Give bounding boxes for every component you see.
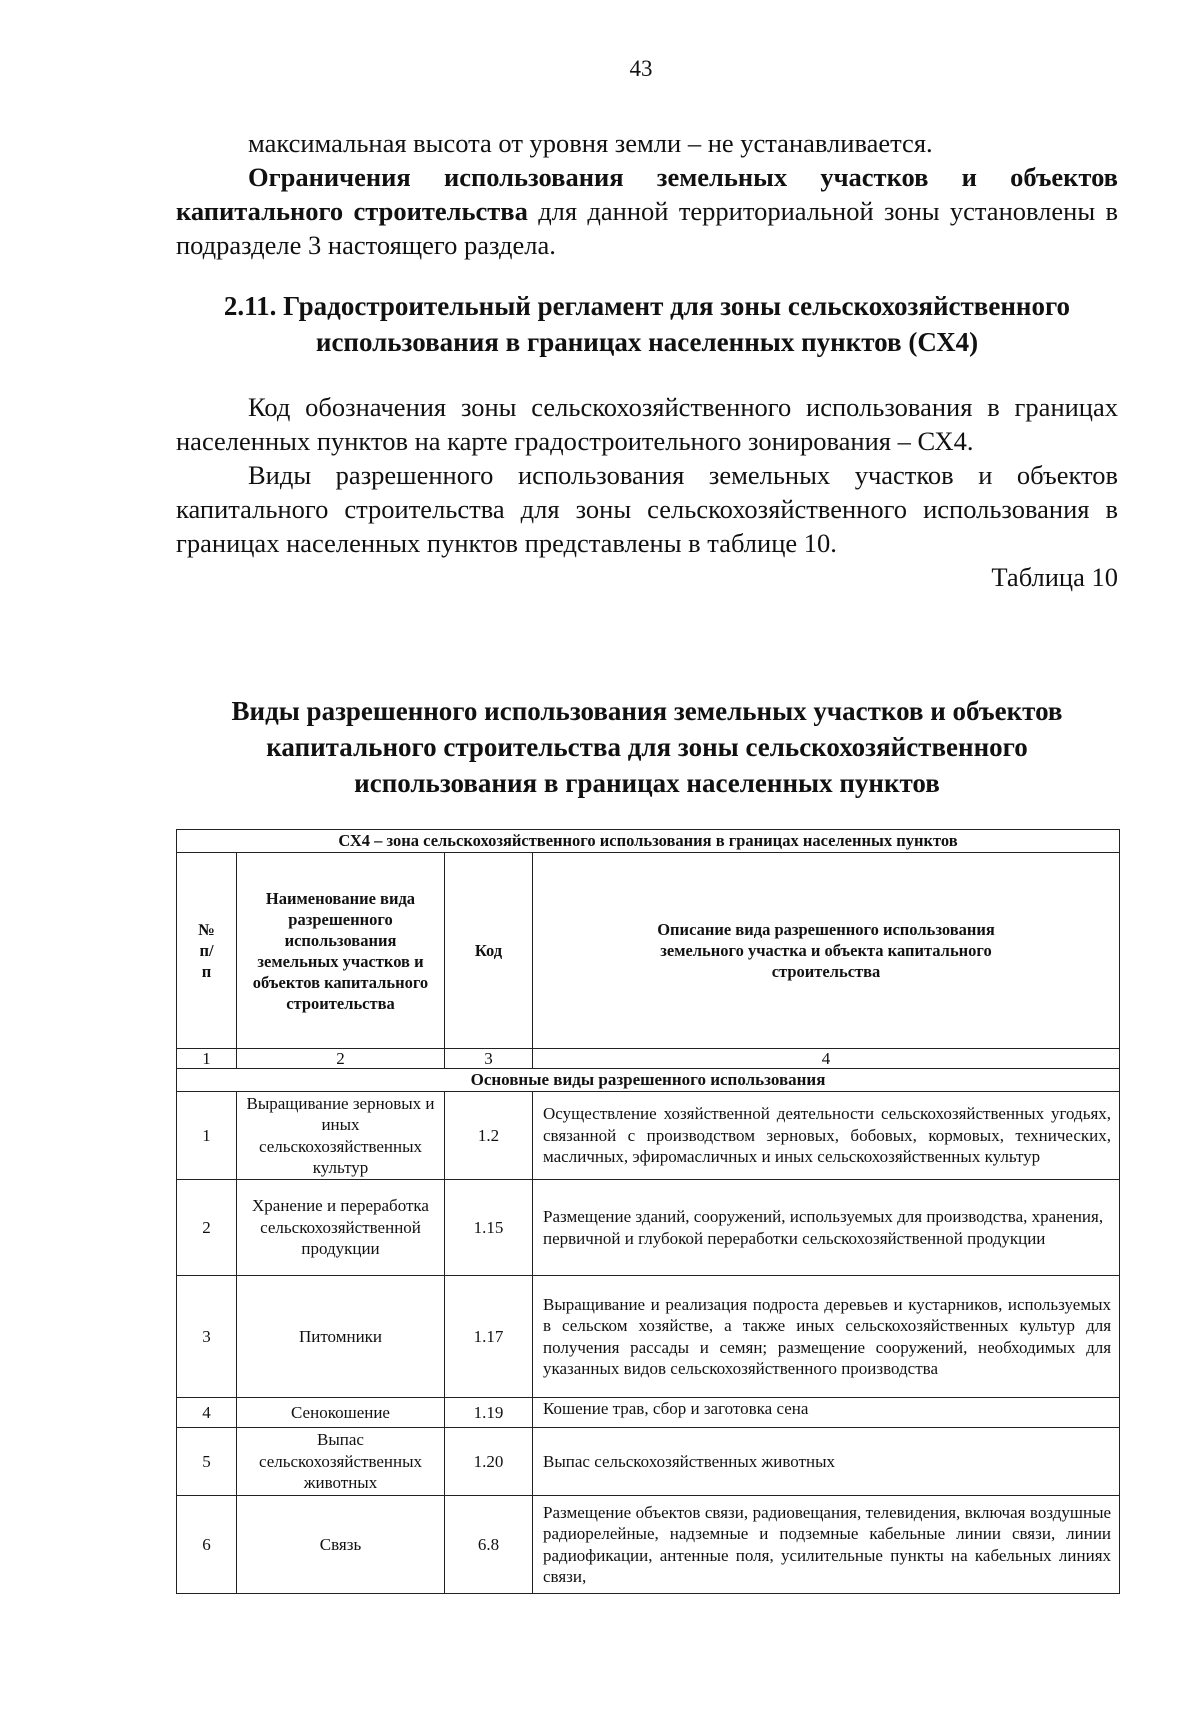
table-row (177, 1276, 1120, 1398)
col-number: 3 (445, 1049, 533, 1069)
page-number: 43 (629, 56, 653, 81)
row-name: Выращивание зерновых и иных сельскохозяйственных культур (237, 1092, 445, 1180)
row-num: 1 (177, 1092, 237, 1180)
group-label: Основные виды разрешенного использования (177, 1069, 1120, 1092)
section-title (176, 288, 1118, 360)
row-num: 2 (177, 1180, 237, 1276)
row-num: 6 (177, 1496, 237, 1594)
table-row (177, 1428, 1120, 1496)
row-desc: Размещение зданий, сооружений, используемых для производства, хранения, первичной и глубокой переработки сельскохозяйственной продукции (533, 1180, 1120, 1276)
group-row (177, 1069, 1120, 1092)
col-number: 2 (237, 1049, 445, 1069)
row-desc: Выращивание и реализация подроста деревьев и кустарников, используемых в сельском хозяйстве, а также иных сельскохозяйственных культур для получения рассады и семян; размещение сооружений, необходимых для указанных видов сельскохозяйственного производства (533, 1276, 1120, 1398)
table-title-line: Виды разрешенного использования земельных участков и объектов (231, 696, 1063, 726)
zone-header-row (177, 830, 1120, 853)
row-num: 3 (177, 1276, 237, 1398)
row-name: Питомники (237, 1276, 445, 1398)
table-row (177, 1092, 1120, 1180)
table-row (177, 1180, 1120, 1276)
row-desc: Размещение объектов связи, радиовещания, телевидения, включая воздушные радиорелейные, надземные и подземные кабельные линии связи, линии радиофикации, антенные поля, усилительные пункты на кабельных линиях связи, (533, 1496, 1120, 1594)
row-name: Сенокошение (237, 1398, 445, 1428)
section-title-line: 2.11. Градостроительный регламент для зоны сельскохозяйственного (223, 291, 1071, 321)
row-name: Хранение и переработка сельскохозяйственной продукции (237, 1180, 445, 1276)
col-number: 4 (533, 1049, 1120, 1069)
row-name: Связь (237, 1496, 445, 1594)
zone-header-cell: СХ4 – зона сельскохозяйственного использования в границах населенных пунктов (177, 830, 1120, 853)
row-desc: Кошение трав, сбор и заготовка сена (533, 1398, 1120, 1428)
intro-paragraphs (176, 126, 1118, 262)
row-code: 6.8 (445, 1496, 533, 1594)
table-title-line: использования в границах населенных пунктов (354, 768, 940, 798)
paragraph-permitted-uses: Виды разрешенного использования земельных участков и объектов капитального строительства для зоны сельскохозяйственного использования в границах населенных пунктов представлены в таблице 10. (176, 460, 1118, 558)
zone-paragraphs (176, 390, 1118, 594)
row-desc: Осуществление хозяйственной деятельности сельскохозяйственных угодьях, связанной с производством зерновых, бобовых, кормовых, технических, масличных, эфиромасличных и иных сельскохозяйственных культур (533, 1092, 1120, 1180)
paragraph-zone-code: Код обозначения зоны сельскохозяйственного использования в границах населенных пунктов на карте градостроительного зонирования – СХ4. (176, 392, 1118, 456)
permitted-uses-table (176, 829, 1120, 1594)
row-code: 1.2 (445, 1092, 533, 1180)
row-desc: Выпас сельскохозяйственных животных (533, 1428, 1120, 1496)
col-header-name: Наименование вида разрешенного использования земельных участков и объектов капитального строительства (237, 853, 445, 1049)
row-code: 1.19 (445, 1398, 533, 1428)
col-header-desc: Описание вида разрешенного использования земельного участка и объекта капитального строительства (533, 853, 1120, 1049)
row-code: 1.17 (445, 1276, 533, 1398)
col-header-num: № п/п (177, 853, 237, 1049)
restrictions-bold-text: Ограничения использования земельных участков и объектов капитального строительства (176, 162, 1118, 226)
table-label: Таблица 10 (991, 562, 1118, 592)
col-header-code: Код (445, 853, 533, 1049)
table-row (177, 1496, 1120, 1594)
row-num: 4 (177, 1398, 237, 1428)
paragraph-restrictions (176, 160, 1118, 262)
restrictions-rest-text: для данной территориальной зоны установлены в подразделе 3 настоящего раздела. (176, 196, 1118, 260)
table-row (177, 1398, 1120, 1428)
section-title-line: использования в границах населенных пунктов (СХ4) (315, 327, 979, 357)
row-code: 1.20 (445, 1428, 533, 1496)
col-number: 1 (177, 1049, 237, 1069)
paragraph-max-height: максимальная высота от уровня земли – не устанавливается. (248, 128, 933, 158)
row-code: 1.15 (445, 1180, 533, 1276)
column-number-row (177, 1049, 1120, 1069)
row-num: 5 (177, 1428, 237, 1496)
column-header-row (177, 853, 1120, 1049)
table-title-line: капитального строительства для зоны сельскохозяйственного (266, 732, 1028, 762)
row-name: Выпас сельскохозяйственных животных (237, 1428, 445, 1496)
table-title (176, 693, 1118, 801)
